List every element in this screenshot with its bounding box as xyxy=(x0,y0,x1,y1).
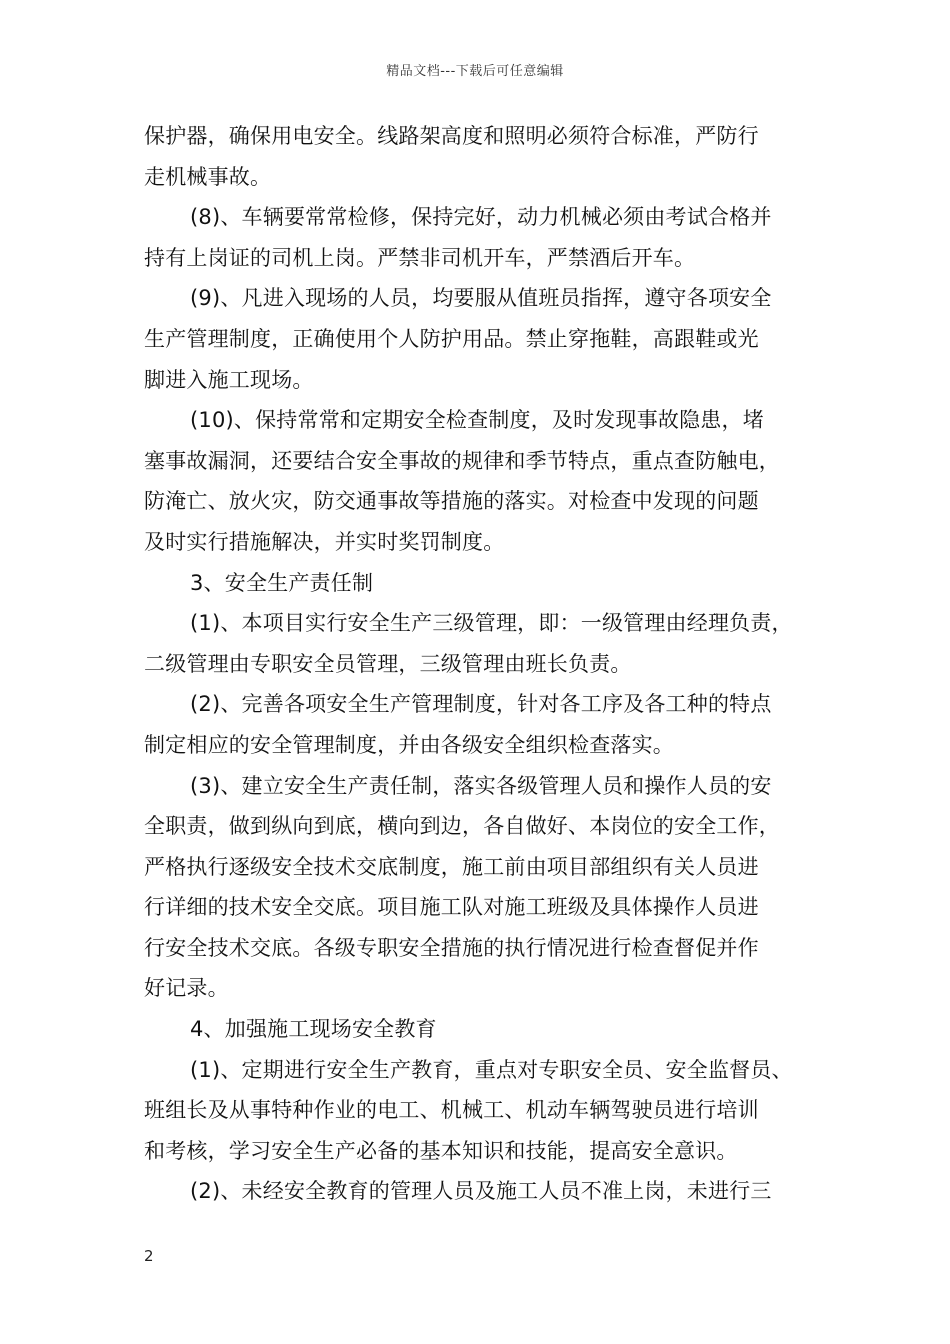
text-line: (1)、定期进行安全生产教育，重点对专职安全员、安全监督员、 xyxy=(190,1057,793,1082)
text-line: (8)、车辆要常常检修，保持完好，动力机械必须由考试合格并 xyxy=(190,205,772,230)
text-line: 防淹亡、放火灾，防交通事故等措施的落实。对检查中发现的问题 xyxy=(144,489,759,514)
text-line: (2)、完善各项安全生产管理制度，针对各工序及各工种的特点 xyxy=(190,692,772,717)
text-line: 持有上岗证的司机上岗。严禁非司机开车，严禁酒后开车。 xyxy=(144,245,696,270)
document-body xyxy=(144,116,824,1212)
text-line: 塞事故漏洞，还要结合安全事故的规律和季节特点，重点查防触电， xyxy=(144,448,780,473)
section-heading: 3、安全生产责任制 xyxy=(190,570,374,595)
text-line: 及时实行措施解决，并实时奖罚制度。 xyxy=(144,529,505,554)
text-line: 脚进入施工现场。 xyxy=(144,367,314,392)
text-line: (3)、建立安全生产责任制，落实各级管理人员和操作人员的安 xyxy=(190,773,772,798)
text-line: 行安全技术交底。各级专职安全措施的执行情况进行检查督促并作 xyxy=(144,935,759,960)
text-line: (10)、保持常常和定期安全检查制度，及时发现事故隐患，堵 xyxy=(190,408,764,433)
text-line: 班组长及从事特种作业的电工、机械工、机动车辆驾驶员进行培训 xyxy=(144,1098,759,1123)
text-line: 制定相应的安全管理制度，并由各级安全组织检查落实。 xyxy=(144,732,674,757)
text-line: 二级管理由专职安全员管理，三级管理由班长负责。 xyxy=(144,651,632,676)
text-line: 走机械事故。 xyxy=(144,164,272,189)
text-line: 严格执行逐级安全技术交底制度，施工前由项目部组织有关人员进 xyxy=(144,854,759,879)
section-heading: 4、加强施工现场安全教育 xyxy=(190,1017,437,1042)
text-line: 和考核，学习安全生产必备的基本知识和技能，提高安全意识。 xyxy=(144,1138,738,1163)
text-line: 好记录。 xyxy=(144,976,229,1001)
text-line: (1)、本项目实行安全生产三级管理，即：一级管理由经理负责， xyxy=(190,611,793,636)
text-line: (2)、未经安全教育的管理人员及施工人员不准上岗，未进行三 xyxy=(190,1179,772,1204)
page-header: 精品文档---下载后可任意编辑 xyxy=(386,64,564,79)
text-line: 全职责，做到纵向到底，横向到边，各自做好、本岗位的安全工作， xyxy=(144,814,780,839)
text-line: 生产管理制度，正确使用个人防护用品。禁止穿拖鞋，高跟鞋或光 xyxy=(144,326,759,351)
text-line: 保护器，确保用电安全。线路架高度和照明必须符合标准，严防行 xyxy=(144,124,759,148)
text-line: (9)、凡进入现场的人员，均要服从值班员指挥，遵守各项安全 xyxy=(190,286,772,311)
page-number: 2 xyxy=(144,1247,154,1265)
text-line: 行详细的技术安全交底。项目施工队对施工班级及具体操作人员进 xyxy=(144,895,759,920)
